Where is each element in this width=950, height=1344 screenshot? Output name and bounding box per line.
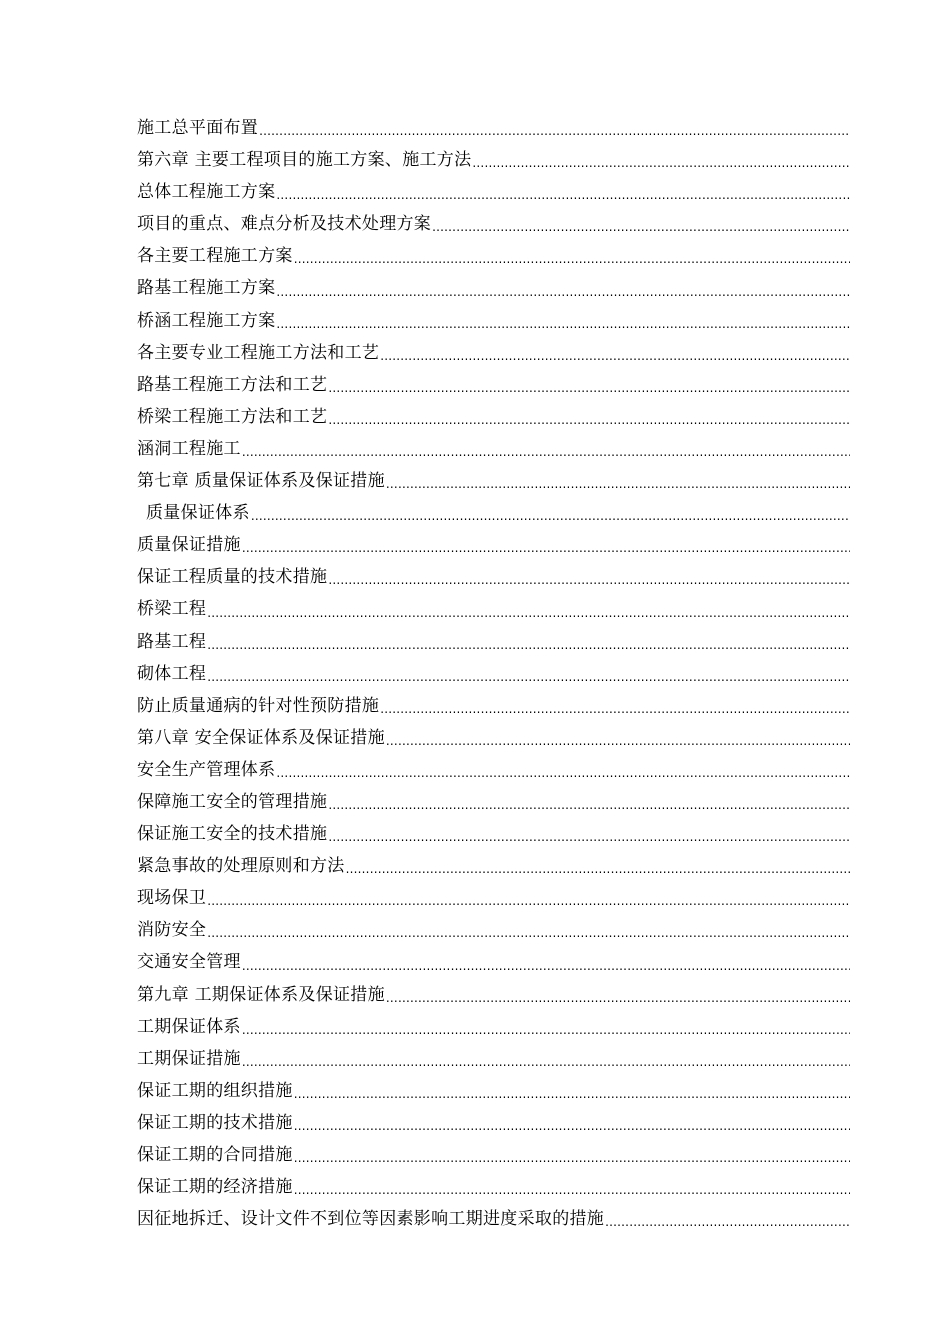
dot-leader	[207, 664, 850, 690]
toc-entry-title: 项目的重点、难点分析及技术处理方案	[137, 214, 432, 235]
toc-entry[interactable]	[137, 112, 850, 144]
dot-leader	[294, 246, 850, 272]
toc-entry-title: 工期保证措施	[137, 1048, 241, 1069]
toc-entry-title: 第七章 质量保证体系及保证措施	[137, 471, 385, 492]
dot-leader	[242, 535, 850, 561]
toc-entry[interactable]	[137, 401, 850, 433]
dot-leader	[605, 1209, 850, 1235]
toc-entry-title: 安全生产管理体系	[137, 759, 276, 780]
toc-entry-title: 保证工期的合同措施	[137, 1145, 293, 1165]
toc-entry[interactable]	[137, 208, 850, 240]
toc-entry-title: 保障施工安全的管理措施	[137, 791, 328, 812]
table-of-contents	[137, 112, 850, 1235]
toc-entry[interactable]	[137, 465, 850, 497]
toc-entry[interactable]	[137, 1011, 850, 1043]
toc-entry[interactable]	[137, 305, 850, 337]
toc-entry-title: 路基工程施工方法和工艺	[137, 374, 328, 395]
dot-leader	[328, 824, 850, 850]
toc-entry-title: 紧急事故的处理原则和方法	[137, 856, 345, 877]
toc-entry[interactable]	[137, 1203, 850, 1235]
dot-leader	[242, 439, 850, 465]
dot-leader	[242, 953, 850, 979]
dot-leader	[207, 888, 850, 914]
toc-entry[interactable]	[137, 593, 850, 625]
toc-entry-title: 保证工期的组织措施	[137, 1080, 293, 1101]
dot-leader	[276, 760, 850, 786]
dot-leader	[472, 150, 850, 176]
dot-leader	[380, 343, 850, 369]
dot-leader	[242, 1049, 850, 1075]
dot-leader	[386, 985, 850, 1011]
toc-entry[interactable]	[137, 722, 850, 754]
dot-leader	[207, 600, 850, 626]
dot-leader	[386, 471, 850, 497]
toc-entry[interactable]	[137, 818, 850, 850]
toc-entry[interactable]	[137, 144, 850, 176]
toc-entry-title: 保证工期的技术措施	[137, 1112, 293, 1133]
dot-leader	[276, 182, 850, 208]
toc-entry[interactable]	[137, 946, 850, 978]
toc-entry-title: 交通安全管理	[137, 952, 241, 973]
dot-leader	[294, 1145, 850, 1171]
toc-entry-title: 总体工程施工方案	[137, 182, 276, 203]
toc-entry[interactable]	[137, 561, 850, 593]
toc-entry-title: 砌体工程	[137, 663, 207, 684]
toc-entry[interactable]	[137, 1043, 850, 1075]
dot-leader	[346, 856, 850, 882]
toc-entry[interactable]	[137, 240, 850, 272]
toc-entry[interactable]	[137, 369, 850, 401]
dot-leader	[294, 1113, 850, 1139]
dot-leader	[432, 214, 850, 240]
toc-entry-title: 第六章 主要工程项目的施工方案、施工方法	[137, 150, 472, 171]
toc-entry[interactable]	[137, 850, 850, 882]
toc-entry-title: 第八章 安全保证体系及保证措施	[137, 727, 385, 748]
toc-entry-title: 第九章 工期保证体系及保证措施	[137, 984, 385, 1005]
toc-entry-title: 施工总平面布置	[137, 118, 259, 138]
toc-entry-title: 防止质量通病的针对性预防措施	[137, 695, 380, 716]
toc-entry[interactable]	[137, 690, 850, 722]
toc-entry-title: 涵洞工程施工	[137, 438, 241, 459]
dot-leader	[294, 1081, 850, 1107]
toc-entry[interactable]	[137, 882, 850, 914]
toc-entry-title: 保证工程质量的技术措施	[137, 567, 328, 588]
toc-entry[interactable]	[137, 1107, 850, 1139]
toc-entry[interactable]	[137, 754, 850, 786]
toc-entry-title: 保证工期的经济措施	[137, 1177, 293, 1198]
toc-entry-title: 路基工程施工方案	[137, 278, 276, 299]
toc-entry-title: 现场保卫	[137, 888, 207, 909]
toc-entry-title: 桥梁工程施工方法和工艺	[137, 406, 328, 427]
dot-leader	[207, 920, 850, 946]
toc-entry[interactable]	[137, 1171, 850, 1203]
dot-leader	[386, 728, 850, 754]
toc-entry[interactable]	[137, 626, 850, 658]
toc-entry-title: 因征地拆迁、设计文件不到位等因素影响工期进度采取的措施	[137, 1209, 605, 1230]
toc-entry[interactable]	[137, 272, 850, 304]
dot-leader	[276, 279, 850, 305]
dot-leader	[259, 118, 850, 144]
toc-entry-title: 桥梁工程	[137, 599, 207, 620]
toc-entry-title: 保证施工安全的技术措施	[137, 824, 328, 845]
dot-leader	[242, 1017, 850, 1043]
dot-leader	[207, 632, 850, 658]
toc-entry[interactable]	[137, 433, 850, 465]
dot-leader	[251, 503, 850, 529]
toc-entry-title: 路基工程	[137, 631, 207, 652]
dot-leader	[328, 375, 850, 401]
toc-entry[interactable]	[137, 979, 850, 1011]
toc-entry-title: 各主要工程施工方案	[137, 246, 293, 267]
dot-leader	[328, 567, 850, 593]
toc-entry-title: 各主要专业工程施工方法和工艺	[137, 342, 380, 363]
toc-entry-title: 桥涵工程施工方案	[137, 310, 276, 331]
toc-entry[interactable]	[137, 497, 850, 529]
dot-leader	[380, 696, 850, 722]
toc-entry-title: 消防安全	[137, 920, 207, 941]
toc-entry[interactable]	[137, 176, 850, 208]
toc-entry[interactable]	[137, 529, 850, 561]
toc-entry[interactable]	[137, 658, 850, 690]
toc-entry-title: 质量保证措施	[137, 535, 241, 556]
dot-leader	[294, 1177, 850, 1203]
toc-entry-title: 质量保证体系	[146, 503, 250, 524]
toc-entry-title: 工期保证体系	[137, 1016, 241, 1037]
toc-entry[interactable]	[137, 1139, 850, 1171]
toc-entry[interactable]	[137, 337, 850, 369]
dot-leader	[328, 407, 850, 433]
toc-entry[interactable]	[137, 1075, 850, 1107]
toc-entry[interactable]	[137, 786, 850, 818]
dot-leader	[328, 792, 850, 818]
dot-leader	[276, 311, 850, 337]
toc-entry[interactable]	[137, 914, 850, 946]
